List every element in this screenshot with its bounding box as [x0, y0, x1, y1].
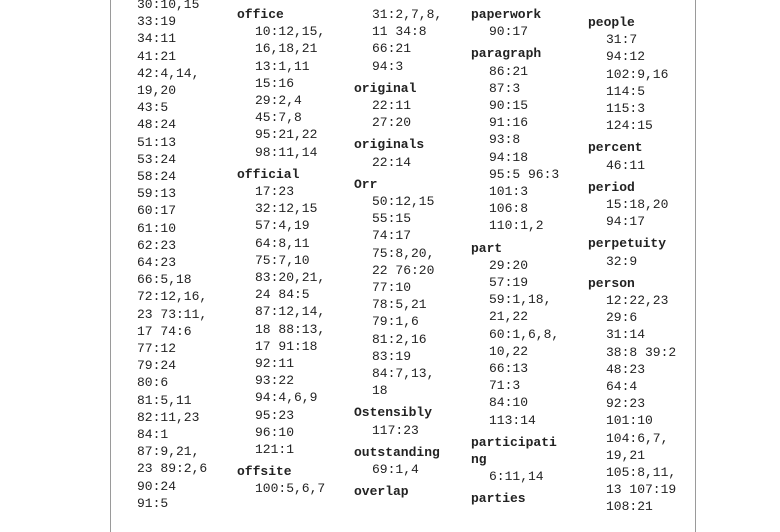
- page-line-reference: 108:21: [606, 499, 653, 515]
- page-line-reference: 104:6,7,: [606, 430, 669, 446]
- page-line-reference: 48:23: [606, 361, 646, 377]
- page-line-reference: 42:4,14,: [137, 65, 200, 81]
- page-line-reference: 101:10: [606, 413, 653, 429]
- page-line-reference: 38:8 39:2: [606, 344, 677, 360]
- page-line-reference: 86:21: [489, 63, 529, 79]
- page-line-reference: 101:3: [489, 184, 529, 200]
- page-line-reference: 50:12,15: [372, 194, 435, 210]
- page-line-reference: 90:15: [489, 98, 529, 114]
- page-line-reference: 64:4: [606, 379, 638, 395]
- page-line-reference: 31:2,7,8,: [372, 7, 443, 22]
- page-line-reference: 17 74:6: [137, 323, 192, 339]
- page-line-reference: 10:12,15,: [255, 24, 326, 40]
- page-line-reference: 64:8,11: [255, 235, 310, 251]
- page-line-reference: 87:9,21,: [137, 444, 200, 460]
- page-line-reference: 53:24: [137, 151, 177, 167]
- page-line-reference: 96:10: [255, 424, 295, 440]
- index-term: offsite: [237, 464, 292, 480]
- index-column-3: [354, 6, 442, 500]
- page-line-reference: 87:3: [489, 80, 521, 96]
- page-line-reference: 79:24: [137, 358, 177, 374]
- page-line-reference: 83:19: [372, 348, 412, 364]
- page-line-reference: 64:23: [137, 255, 177, 271]
- page-line-reference: 81:2,16: [372, 331, 427, 347]
- index-term: paragraph: [471, 46, 542, 62]
- page-line-reference: 27:20: [372, 115, 412, 131]
- page-line-reference: 46:11: [606, 157, 646, 173]
- page-line-reference: 12:22,23: [606, 293, 669, 309]
- page-line-reference: 94:12: [606, 49, 646, 65]
- index-term: people: [588, 15, 635, 30]
- page-line-reference: 48:24: [137, 117, 177, 133]
- page-line-reference: 121:1: [255, 442, 295, 458]
- page-line-reference: 60:17: [137, 203, 177, 219]
- page-line-reference: 75:7,10: [255, 252, 310, 268]
- page-line-reference: 106:8: [489, 201, 529, 217]
- page-line-reference: 58:24: [137, 169, 177, 185]
- index-column-4: [471, 6, 559, 508]
- page-line-reference: 19,21: [606, 447, 646, 463]
- page-line-reference: 31:7: [606, 32, 638, 48]
- page-line-reference: 82:11,23: [137, 409, 200, 425]
- page-line-reference: 66:21: [372, 41, 412, 57]
- index-column-2: [237, 6, 325, 498]
- page-line-reference: 10,22: [489, 343, 529, 359]
- index-term: perpetuity: [588, 236, 667, 252]
- page-line-reference: 32:12,15: [255, 201, 318, 217]
- page-line-reference: 94:17: [606, 214, 646, 230]
- page-line-reference: 13:1,11: [255, 58, 310, 74]
- index-term: office: [237, 7, 284, 22]
- page-line-reference: 69:1,4: [372, 462, 419, 478]
- index-term: original: [354, 80, 417, 96]
- page-line-reference: 94:3: [372, 58, 404, 74]
- page-line-reference: 115:3: [606, 101, 646, 117]
- page-line-reference: 81:5,11: [137, 392, 192, 408]
- index-term: period: [588, 179, 635, 195]
- page-line-reference: 79:1,6: [372, 314, 419, 330]
- page-line-reference: 80:6: [137, 375, 169, 391]
- page-line-reference: 100:5,6,7: [255, 481, 326, 497]
- page-line-reference: 59:1,18,: [489, 292, 552, 308]
- page-line-reference: 33:19: [137, 14, 177, 30]
- page-line-reference: 110:1,2: [489, 218, 544, 234]
- page-line-reference: 77:10: [372, 280, 412, 296]
- index-column-1: [137, 0, 207, 512]
- page-line-reference: 41:21: [137, 48, 177, 64]
- page-line-reference: 98:11,14: [255, 144, 318, 160]
- page-line-reference: 17 91:18: [255, 338, 318, 354]
- page-line-reference: 29:6: [606, 310, 638, 326]
- page-line-reference: 21,22: [489, 309, 529, 325]
- page-line-reference: 105:8,11,: [606, 465, 677, 481]
- page-line-reference: 29:2,4: [255, 93, 302, 109]
- page-line-reference: 22:11: [372, 98, 412, 114]
- page-line-reference: 22 76:20: [372, 262, 435, 278]
- page-line-reference: 32:9: [606, 253, 638, 269]
- page-line-reference: 124:15: [606, 118, 653, 134]
- page-line-reference: 94:4,6,9: [255, 390, 318, 406]
- page-line-reference: 91:16: [489, 115, 529, 131]
- index-term: paperwork: [471, 7, 542, 22]
- page-line-reference: 92:11: [255, 356, 295, 372]
- index-term: outstanding: [354, 444, 440, 460]
- page-line-reference: 29:20: [489, 257, 529, 273]
- index-column-5: [588, 14, 676, 516]
- page-line-reference: 55:15: [372, 211, 412, 227]
- index-term: part: [471, 240, 503, 256]
- index-term: Ostensibly: [354, 405, 433, 421]
- page-line-reference: 84:7,13,: [372, 366, 435, 382]
- page-line-reference: 61:10: [137, 220, 177, 236]
- page-line-reference: 22:14: [372, 154, 412, 170]
- page-line-reference: 66:13: [489, 361, 529, 377]
- page-line-reference: 30:10,15: [137, 0, 200, 12]
- page-line-reference: 84:1: [137, 427, 169, 443]
- page-line-reference: 92:23: [606, 396, 646, 412]
- page-line-reference: 94:18: [489, 149, 529, 165]
- page-line-reference: 15:16: [255, 75, 295, 91]
- page-line-reference: 75:8,20,: [372, 245, 435, 261]
- page-line-reference: 91:5: [137, 495, 169, 511]
- page-line-reference: 66:5,18: [137, 272, 192, 288]
- page-line-reference: 18 88:13,: [255, 321, 326, 337]
- page-line-reference: 59:13: [137, 186, 177, 202]
- index-term: person: [588, 275, 635, 291]
- page-line-reference: 95:23: [255, 407, 295, 423]
- page-line-reference: 102:9,16: [606, 66, 669, 82]
- page-line-reference: 11 34:8: [372, 24, 427, 40]
- page-line-reference: 19,20: [137, 83, 177, 99]
- page-line-reference: 45:7,8: [255, 110, 302, 126]
- page-line-reference: 83:20,21,: [255, 270, 326, 286]
- page-line-reference: 84:10: [489, 395, 529, 411]
- page-line-reference: 17:23: [255, 184, 295, 200]
- index-page: [110, 0, 696, 532]
- page-line-reference: 93:22: [255, 373, 295, 389]
- index-term: parties: [471, 491, 526, 507]
- index-term: overlap: [354, 484, 409, 500]
- page-line-reference: 18: [372, 383, 388, 399]
- page-line-reference: 87:12,14,: [255, 304, 326, 320]
- page-line-reference: 16,18,21: [255, 41, 318, 57]
- index-term: percent: [588, 140, 643, 156]
- page-line-reference: 90:17: [489, 24, 529, 40]
- page-line-reference: 51:13: [137, 134, 177, 150]
- page-line-reference: 117:23: [372, 422, 419, 438]
- page-line-reference: 78:5,21: [372, 297, 427, 313]
- page-line-reference: 93:8: [489, 132, 521, 148]
- page-line-reference: 57:19: [489, 275, 529, 291]
- page-line-reference: 6:11,14: [489, 469, 544, 485]
- index-term: originals: [354, 137, 425, 153]
- index-term: official: [237, 166, 300, 182]
- page-line-reference: 23 73:11,: [137, 306, 208, 322]
- page-line-reference: 62:23: [137, 237, 177, 253]
- page-line-reference: 74:17: [372, 228, 412, 244]
- page-line-reference: 23 89:2,6: [137, 461, 208, 477]
- page-line-reference: 43:5: [137, 100, 169, 116]
- index-term: participati ng: [471, 434, 557, 468]
- page-line-reference: 15:18,20: [606, 197, 669, 213]
- page-line-reference: 95:21,22: [255, 127, 318, 143]
- page-line-reference: 31:14: [606, 327, 646, 343]
- page-line-reference: 57:4,19: [255, 218, 310, 234]
- page-line-reference: 77:12: [137, 341, 177, 357]
- page-line-reference: 95:5 96:3: [489, 166, 560, 182]
- page-line-reference: 60:1,6,8,: [489, 326, 560, 342]
- page-line-reference: 72:12,16,: [137, 289, 208, 305]
- index-term: Orr: [354, 176, 378, 192]
- page-line-reference: 114:5: [606, 83, 646, 99]
- page-line-reference: 113:14: [489, 412, 536, 428]
- page-line-reference: 34:11: [137, 31, 177, 47]
- page-line-reference: 13 107:19: [606, 482, 677, 498]
- page-line-reference: 71:3: [489, 378, 521, 394]
- page-line-reference: 24 84:5: [255, 287, 310, 303]
- page-line-reference: 90:24: [137, 478, 177, 494]
